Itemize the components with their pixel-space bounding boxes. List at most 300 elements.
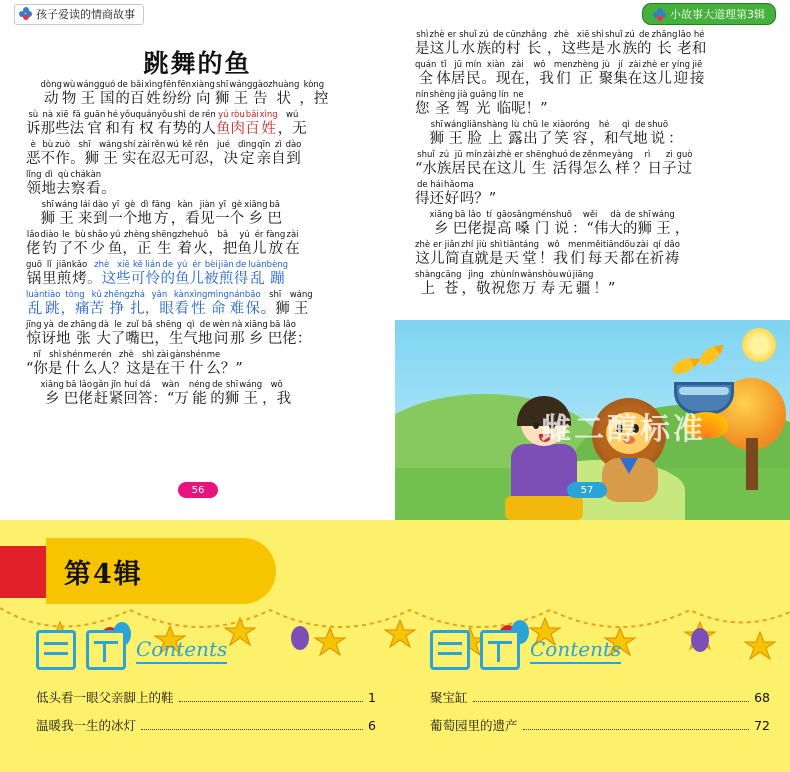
pinyin: xiàn <box>486 60 505 70</box>
contents-section <box>0 520 790 772</box>
hanzi: 些 <box>575 41 591 57</box>
hanzi: 跳 <box>45 301 60 317</box>
pinyin-char <box>125 320 140 348</box>
pinyin-char <box>93 380 109 408</box>
pinyin-char <box>520 240 539 268</box>
pinyin: zuǐ <box>126 320 139 330</box>
hanzi: 体 <box>436 71 451 87</box>
pinyin: zhá <box>129 290 145 300</box>
pinyin-char <box>151 140 166 168</box>
pinyin-char <box>672 60 690 88</box>
pinyin: shàng <box>482 120 509 130</box>
pinyin: huǒ <box>192 230 209 240</box>
pinyin: shī <box>430 120 443 130</box>
pinyin: wèn <box>212 320 230 330</box>
pinyin: qīn <box>257 140 271 150</box>
pinyin: zài <box>511 60 524 70</box>
pinyin: jiǎn <box>444 240 460 250</box>
toc-row[interactable] <box>36 716 376 734</box>
hanzi: 。现 <box>481 71 511 87</box>
hanzi: 佬 <box>467 221 482 237</box>
hanzi: 民 <box>466 71 481 87</box>
hanzi: 们 <box>570 251 585 267</box>
pinyin: shuō <box>647 120 669 130</box>
hanzi: 赶 <box>93 391 109 407</box>
pinyin-char <box>104 290 130 318</box>
pinyin-char <box>177 230 192 258</box>
pinyin: de <box>416 180 428 190</box>
pinyin-char <box>430 30 445 58</box>
hanzi: 那 <box>40 121 55 137</box>
hanzi: 鱼 <box>107 241 123 257</box>
pinyin-char <box>78 380 93 408</box>
pinyin: bǎi <box>130 80 144 90</box>
pinyin-char <box>89 290 104 318</box>
pinyin: jiù <box>476 240 487 250</box>
hanzi: 祷 <box>664 251 680 267</box>
pinyin: wáng <box>76 80 100 90</box>
pinyin-char <box>520 270 538 298</box>
pinyin-char <box>465 60 481 88</box>
pinyin-char <box>62 80 77 108</box>
text-line <box>26 230 369 258</box>
pinyin-char <box>26 260 42 288</box>
pinyin: guāng <box>469 90 497 100</box>
hanzi <box>415 131 430 148</box>
hanzi: 说 <box>554 221 569 237</box>
pinyin-char <box>558 270 573 298</box>
pinyin: yǎn <box>151 290 168 300</box>
pinyin-char <box>108 200 123 228</box>
pinyin-char <box>444 180 460 208</box>
pinyin-char <box>268 80 299 108</box>
hanzi: 么 <box>82 361 98 377</box>
pinyin: shēng <box>155 320 182 330</box>
hanzi: 乡 <box>433 221 449 237</box>
hanzi: 王 <box>233 91 249 107</box>
toc-row[interactable] <box>430 716 770 734</box>
hanzi: 地 <box>137 211 152 227</box>
pinyin-char <box>92 200 108 228</box>
pinyin: zú <box>624 30 635 40</box>
pinyin: yǒu <box>156 110 173 120</box>
hanzi: 有 <box>120 121 135 137</box>
pinyin-char <box>576 30 591 58</box>
pinyin: fàng <box>266 230 286 240</box>
hanzi: ！” <box>525 101 548 117</box>
pinyin: tiào <box>44 290 61 300</box>
pinyin: lín <box>498 90 509 100</box>
pinyin: dào <box>285 140 302 150</box>
pinyin-char <box>474 180 496 208</box>
pinyin-char <box>173 110 188 138</box>
pinyin-char <box>437 150 452 178</box>
hanzi: 乡 <box>44 391 60 407</box>
pinyin: lǎo <box>678 30 692 40</box>
pinyin-char <box>489 240 504 268</box>
pinyin: wěi <box>582 210 598 220</box>
pinyin: lǐng <box>26 170 42 180</box>
pinyin-char <box>141 350 156 378</box>
pinyin: jù <box>602 60 610 70</box>
hanzi: 看 <box>86 181 101 197</box>
pinyin-char <box>415 270 441 298</box>
pinyin-char <box>278 110 307 138</box>
hanzi: 一 <box>215 211 230 227</box>
pinyin-char <box>415 90 430 118</box>
toc-title: 低头看一眼父亲脚上的鞋 <box>36 690 174 705</box>
hanzi: 。狮 <box>70 151 100 167</box>
pinyin-char <box>42 170 57 198</box>
pinyin: zhè <box>118 350 134 360</box>
pinyin-char <box>208 230 237 258</box>
hanzi: 聚 <box>598 71 614 87</box>
hanzi: 佬 <box>26 241 41 257</box>
pinyin: de <box>235 260 247 270</box>
text-line <box>415 60 770 88</box>
pinyin: guò <box>676 150 693 160</box>
pinyin-char <box>215 80 230 108</box>
pinyin: shén <box>62 350 83 360</box>
pinyin-char <box>508 120 523 148</box>
hanzi: ，眼 <box>144 301 174 317</box>
pinyin: de <box>493 30 504 40</box>
pinyin-char <box>41 230 59 258</box>
pinyin-char <box>506 30 521 58</box>
pinyin-char <box>496 210 512 238</box>
hanzi: 狮 <box>214 91 230 107</box>
hanzi: 问 <box>213 331 229 347</box>
pinyin-char <box>262 380 291 408</box>
pinyin-char <box>26 320 42 348</box>
pinyin-char <box>163 80 178 108</box>
pinyin-char <box>526 150 552 178</box>
pinyin: dòng <box>40 80 62 90</box>
hanzi: ：“伟 <box>571 221 609 237</box>
hanzi: 接 <box>689 71 705 87</box>
hanzi: 么 <box>597 161 612 177</box>
pinyin: zài <box>628 60 641 70</box>
pinyin: wàn <box>520 270 538 280</box>
pinyin-char <box>662 150 677 178</box>
mulu-glyph-lu-left <box>86 630 126 670</box>
pinyin-char <box>690 60 705 88</box>
hanzi: 地 <box>197 331 213 347</box>
pinyin-char <box>120 110 136 138</box>
hanzi: ：“万 <box>152 391 189 407</box>
hanzi: 不 <box>40 151 55 167</box>
toc-row[interactable] <box>36 688 376 706</box>
hanzi: 正 <box>578 71 594 87</box>
pinyin-char <box>71 170 86 198</box>
hanzi: ！” <box>593 281 616 297</box>
pinyin-char <box>582 150 597 178</box>
toc-page-number: 1 <box>368 690 376 705</box>
hanzi: 难 <box>229 301 245 317</box>
pinyin: guān <box>84 110 106 120</box>
pinyin-char <box>552 150 568 178</box>
hanzi: 无 <box>165 151 181 167</box>
toc-row[interactable] <box>430 688 770 706</box>
pinyin: me <box>83 350 97 360</box>
pinyin: jiāng <box>572 270 594 280</box>
pinyin: zhè <box>94 260 110 270</box>
pinyin-char <box>26 230 41 258</box>
hanzi: ，控 <box>299 91 329 107</box>
pinyin-char <box>138 380 153 408</box>
pinyin-char <box>86 170 101 198</box>
pinyin: luàn <box>248 260 267 270</box>
pinyin-char <box>552 210 572 238</box>
hanzi: 保 <box>245 301 261 317</box>
pinyin: rěn <box>194 140 209 150</box>
pinyin: shì <box>490 240 503 250</box>
hanzi: 紧 <box>108 391 124 407</box>
pinyin: shuǐ <box>417 150 435 160</box>
pinyin-char <box>415 180 430 208</box>
hanzi: 好 <box>444 191 460 207</box>
hanzi: 露 <box>508 131 523 147</box>
pinyin: dào <box>92 200 109 210</box>
pinyin: hé <box>107 110 118 120</box>
pinyin-char <box>140 320 155 348</box>
pinyin-char <box>267 200 282 228</box>
pinyin: yàng <box>611 150 633 160</box>
pinyin-char <box>144 80 162 108</box>
text-line <box>26 140 369 168</box>
pinyin: nà <box>42 110 54 120</box>
pinyin: yà <box>43 320 54 330</box>
hanzi: 提 <box>481 221 497 237</box>
hanzi: 佬 <box>282 331 297 347</box>
pinyin: zú <box>439 150 450 160</box>
pinyin-char <box>60 290 89 318</box>
pinyin-char <box>538 270 558 298</box>
pinyin-char <box>145 260 160 288</box>
pinyin-char <box>642 60 657 88</box>
hanzi: 鱼 <box>237 241 252 257</box>
pinyin-char <box>198 320 213 348</box>
hanzi: ？这 <box>111 361 141 377</box>
pinyin: xìng <box>259 110 278 120</box>
page-title: 跳舞的鱼 <box>143 49 252 78</box>
pinyin-char <box>613 60 628 88</box>
hanzi: 过 <box>677 161 692 177</box>
pinyin-char <box>461 270 490 298</box>
pinyin-char <box>96 320 111 348</box>
pinyin-char <box>122 140 137 168</box>
hanzi: 向 <box>195 91 211 107</box>
pinyin-char <box>152 200 171 228</box>
pinyin-char <box>206 350 221 378</box>
hanzi: ，生 <box>154 331 184 347</box>
pinyin: me <box>206 350 221 360</box>
hanzi: 人 <box>97 361 112 377</box>
pinyin-char <box>26 140 41 168</box>
hanzi: 佬 <box>78 391 93 407</box>
pinyin: wǒ <box>270 380 283 390</box>
hanzi: 有 <box>157 121 172 137</box>
pinyin-char <box>587 240 603 268</box>
pinyin-char <box>521 30 547 58</box>
pinyin: bā <box>141 320 153 330</box>
pinyin: huó <box>551 150 568 160</box>
hanzi: 煎 <box>218 271 234 287</box>
hanzi: 人 <box>201 121 217 137</box>
left-page-text <box>0 80 395 408</box>
pinyin: fēn <box>162 80 177 90</box>
pinyin: qì <box>622 120 630 130</box>
pinyin-char <box>590 30 605 58</box>
pinyin-char <box>568 240 587 268</box>
pinyin-char <box>186 350 206 378</box>
pinyin: yú <box>109 230 121 240</box>
pinyin: zhù <box>490 270 506 280</box>
hanzi: 苦 <box>89 301 104 317</box>
hanzi: 告 <box>253 91 268 107</box>
hanzi: 老 <box>677 41 692 57</box>
hanzi: 上 <box>420 281 436 297</box>
pinyin: dōu <box>619 240 636 250</box>
pinyin-char <box>229 80 252 108</box>
pinyin-char <box>512 150 527 178</box>
pinyin: xiāng <box>40 380 64 390</box>
pinyin: kě <box>132 260 143 270</box>
pinyin-char <box>215 200 230 228</box>
pinyin-char <box>154 320 183 348</box>
hanzi: 来 <box>77 211 93 227</box>
pinyin-char <box>455 90 470 118</box>
hanzi: 了 <box>110 331 126 347</box>
right-page-text <box>395 30 790 298</box>
pinyin-char <box>436 60 451 88</box>
pinyin: jí <box>618 60 623 70</box>
pinyin-char <box>200 200 215 228</box>
hanzi: 儿 <box>251 241 267 257</box>
pinyin-char <box>525 60 554 88</box>
hanzi: 地 <box>633 131 648 147</box>
pinyin-char <box>415 30 430 58</box>
pinyin: lù <box>511 120 520 130</box>
pinyin: xiāng <box>244 200 268 210</box>
text-line <box>26 110 369 138</box>
hanzi: 王 <box>293 301 309 317</box>
pinyin: jū <box>454 150 463 160</box>
pinyin: de <box>117 80 128 90</box>
hanzi: 在 <box>155 361 170 377</box>
pinyin: rěn <box>151 140 166 150</box>
pinyin-char <box>266 230 285 258</box>
hanzi: 能 <box>192 391 207 407</box>
pinyin-char <box>41 140 56 168</box>
mulu-glyph-lu-right <box>480 630 520 670</box>
pinyin-char <box>108 230 123 258</box>
hanzi: 物 <box>61 91 77 107</box>
pinyin-char <box>70 140 99 168</box>
toc-list-right <box>430 688 770 744</box>
hanzi: 村 <box>506 41 521 57</box>
pinyin: wú <box>559 270 572 280</box>
hanzi: 气 <box>183 331 198 347</box>
pinyin: shī <box>225 380 239 390</box>
pinyin-char <box>175 260 190 288</box>
pinyin: er <box>660 60 669 70</box>
pinyin-char <box>523 120 538 148</box>
pinyin: zhè <box>642 60 658 70</box>
hanzi: 张 <box>76 331 91 347</box>
hanzi: 呢 <box>511 101 526 117</box>
hanzi: 官 <box>87 121 102 137</box>
pinyin: jiē <box>692 60 703 70</box>
pinyin-char <box>503 240 519 268</box>
pinyin-char <box>207 290 228 318</box>
pinyin: wǒ <box>547 240 560 250</box>
pinyin: cūn <box>505 30 522 40</box>
pinyin-char <box>285 230 300 258</box>
hanzi: ， <box>674 221 690 237</box>
hanzi: 定 <box>240 151 255 167</box>
pinyin: bǎ <box>217 230 229 240</box>
pinyin-char <box>101 170 116 198</box>
pinyin: bù <box>42 140 54 150</box>
hanzi: 狮 <box>429 131 444 147</box>
pinyin: shēng <box>526 150 552 160</box>
hanzi: ，痛 <box>60 301 90 317</box>
pinyin-char <box>136 110 157 138</box>
pinyin: xìng <box>189 290 208 300</box>
toc-title: 葡萄园里的遗产 <box>430 718 518 733</box>
pinyin-char <box>299 80 328 108</box>
pinyin: gè <box>124 200 136 210</box>
pinyin-char <box>234 260 249 288</box>
pinyin-char <box>445 30 460 58</box>
pinyin: shì <box>142 350 155 360</box>
toc-page-number: 6 <box>368 718 376 733</box>
pinyin-char <box>26 80 41 108</box>
hanzi: 这 <box>429 41 445 57</box>
pinyin-char <box>155 350 170 378</box>
pinyin-char <box>467 120 482 148</box>
pinyin: qù <box>57 170 69 180</box>
pinyin: ma <box>460 180 474 190</box>
hanzi: 个 <box>229 211 245 227</box>
hanzi: 。这 <box>87 271 117 287</box>
hanzi: 见 <box>200 211 215 227</box>
pinyin: qì <box>186 320 195 330</box>
hanzi: 大 <box>608 221 623 237</box>
pinyin-char <box>648 120 668 148</box>
hanzi: 直 <box>459 251 475 267</box>
pinyin-char <box>26 200 41 228</box>
hanzi: 出 <box>523 131 538 147</box>
hanzi: 族 <box>436 161 452 177</box>
hanzi: 到 <box>93 211 108 227</box>
pinyin-char <box>599 60 614 88</box>
hanzi: 百 <box>245 121 260 137</box>
pinyin: ér <box>254 230 264 240</box>
pinyin-char <box>490 270 505 298</box>
pinyin: mìng <box>207 290 229 300</box>
hanzi: 的 <box>210 391 225 407</box>
pinyin: men <box>553 60 573 70</box>
hanzi: 放 <box>268 241 284 257</box>
pinyin: gǎn <box>92 380 109 390</box>
pinyin: zhǎng <box>521 30 547 40</box>
hanzi: ： <box>296 331 312 347</box>
pinyin-char <box>451 150 466 178</box>
pinyin: wáng <box>651 210 675 220</box>
hanzi: 忍 <box>151 151 166 167</box>
